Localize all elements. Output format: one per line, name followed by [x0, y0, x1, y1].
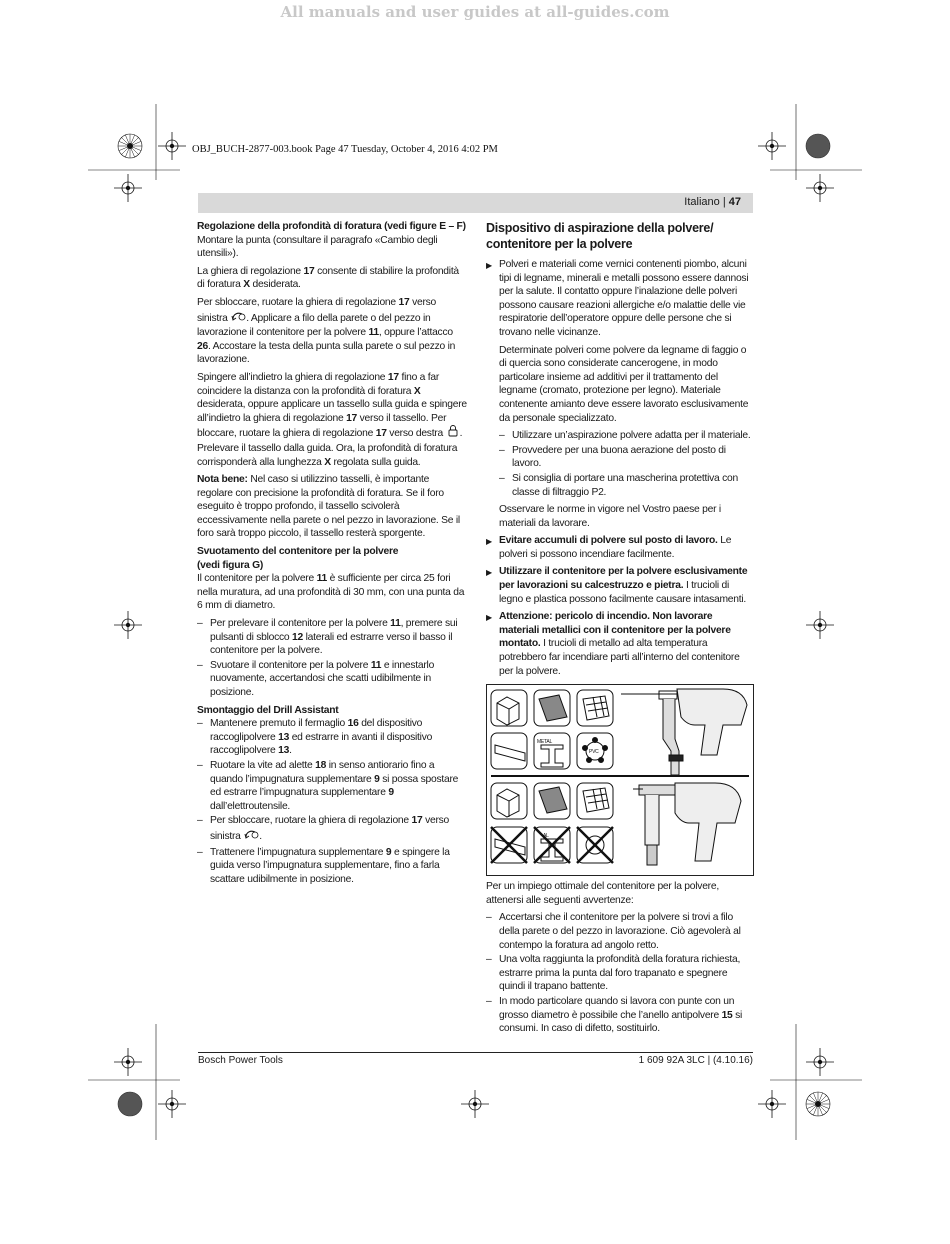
metal-label: METAL: [537, 739, 553, 746]
dash-list: [197, 617, 467, 700]
list-item: – Una volta raggiunta la profondità della foratura richiesta, estrarre prima la punta dal foro trapanato e spegnere quindi il trapano battente.: [486, 953, 754, 994]
dash-list: [486, 911, 754, 1035]
footer-brand: Bosch Power Tools: [198, 1055, 283, 1066]
paragraph: ▶ Polveri e materiali come vernici contenenti piombo, alcuni tipi di legname, minerali e metalli possono essere dannosi per la salute. Il contatto oppure l’inalazione delle polveri possono causare reazioni allergiche e/o malattie delle vie respiratorie dell’operatore oppure delle persone che si trovano nelle vicinanze.: [499, 259, 749, 338]
drill-illustration-bottom: [633, 783, 741, 865]
list-item: – Ruotare la vite ad alette 18 in senso antiorario fino a quando l’impugnatura supplementare 9 si possa spostare ed estrarre l’impugnatura supplementare 9 dall’elettroutensile.: [197, 759, 467, 813]
material-icons-top: [491, 690, 613, 769]
warning-bullet: ▶ Evitare accumuli di polvere sul posto di lavoro. Le polveri si possono incendiare facilmente.: [486, 534, 754, 561]
rotate-right-lock-icon: [446, 425, 460, 442]
al-label: AL: [543, 833, 549, 840]
header-language: Italiano: [684, 196, 720, 208]
watermark: All manuals and user guides at all-guides.com: [280, 3, 670, 21]
list-item: – Per prelevare il contenitore per la polvere 11, premere sui pulsanti di sblocco 12 laterali ed estrarre verso il basso il contenitore per la polvere.: [197, 617, 467, 658]
list-item: – In modo particolare quando si lavora con punte con un grosso diametro è possibile che l’anello antipolvere 15 si consumi. In caso di difetto, sostituirlo.: [486, 995, 754, 1036]
list-item: – Si consiglia di portare una mascherina protettiva con classe di filtraggio P2.: [499, 472, 754, 499]
dash-list: [499, 429, 754, 499]
section-title-empty-container: Svuotamento del contenitore per la polvere (vedi figura G): [197, 546, 399, 571]
list-item: – Accertarsi che il contenitore per la polvere si trovi a filo della parete o del pezzo in lavorazione. Ciò agevolerà al contempo la foratura ad angolo retto.: [486, 911, 754, 952]
right-column: [486, 220, 754, 1040]
warning-bullet: ▶ Attenzione: pericolo di incendio. Non lavorare materiali metallici con il contenitore per la polvere montato. I trucioli di metallo ad alta temperatura potrebbero far incendiare parti all’interno del contenitore per la polvere.: [486, 610, 754, 678]
paragraph: La ghiera di regolazione 17 consente di stabilire la profondità di foratura X desiderata.: [197, 265, 459, 291]
material-icons-bottom: [491, 783, 613, 863]
left-column: [197, 220, 467, 890]
warning-bullet: [486, 258, 754, 530]
book-file-line: OBJ_BUCH-2877-003.book Page 47 Tuesday, October 4, 2016 4:02 PM: [192, 144, 498, 155]
paragraph: Per sbloccare, ruotare la ghiera di regolazione 17 verso sinistra . Applicare a filo della parete o del pezzo in lavorazione il contenitore per la polvere 11, oppure l’attacco 26. Accostare la testa della punta sulla parete o sul pezzo in lavorazione.: [197, 296, 456, 366]
material-usage-figure: [486, 684, 754, 876]
paragraph: Il contenitore per la polvere 11 è sufficiente per circa 25 fori nella muratura, ad una profondità di 30 mm, con una punta da 6 mm di diametro.: [197, 573, 465, 612]
list-item: – Svuotare il contenitore per la polvere 11 e innestarlo nuovamente, accertandosi che scatti udibilmente in posizione.: [197, 659, 467, 700]
footer-divider: [198, 1052, 753, 1053]
paragraph: Montare la punta (consultare il paragrafo «Cambio degli utensili»).: [197, 234, 438, 260]
not-allowed-crosses: [491, 827, 613, 863]
note-paragraph: Nota bene: Nel caso si utilizzino tasselli, è importante regolare con precisione la profondità di foratura. Se il foro eseguito è troppo profondo, il tassello scivolerà eccessivamente nella parete o nel pezzo in lavorazione. Se il foro sarà troppo piccolo, il tassello resterà sporgente.: [197, 474, 460, 540]
drill-illustration-top: [621, 689, 747, 775]
material-usage-illustration: [487, 685, 753, 875]
warning-bullet: ▶ Utilizzare il contenitore per la polvere esclusivamente per lavorazioni su calcestruzzo e pietra. I trucioli di legno e plastica possono facilmente causare intasamenti.: [486, 565, 754, 606]
pvc-label: PVC: [589, 749, 599, 756]
paragraph: Per un impiego ottimale del contenitore per la polvere, attenersi alle seguenti avvertenze:: [486, 881, 719, 906]
list-item: – Per sbloccare, ruotare la ghiera di regolazione 17 verso sinistra .: [197, 814, 467, 844]
section-title-dust-extraction: Dispositivo di aspirazione della polvere/ contenitore per la polvere: [486, 221, 714, 251]
page-number: 47: [728, 196, 741, 208]
footer-doc-number: 1 609 92A 3LC | (4.10.16): [638, 1055, 753, 1066]
list-item: – Trattenere l’impugnatura supplementare 9 e spingere la guida verso l’impugnatura supplementare, fino a farla scattare udibilmente in posizione.: [197, 846, 467, 887]
list-item: – Mantenere premuto il fermaglio 16 del dispositivo raccoglipolvere 13 ed estrarre in avanti il dispositivo raccoglipolvere 13.: [197, 717, 467, 758]
rotate-left-icon: [230, 310, 246, 327]
page-header-text: [684, 196, 741, 208]
rotate-left-icon: [243, 828, 259, 845]
section-title-depth: Regolazione della profondità di foratura (vedi figure E – F): [197, 221, 466, 232]
paragraph: Spingere all’indietro la ghiera di regolazione 17 fino a far coincidere la distanza con la profondità di foratura X desiderata, oppure applicare un tassello sulla guida e spingere all’indietro la ghiera di regolazione 17 verso il tassello. Per bloccare, ruotare la ghiera di regolazione 17 verso destra . Prelevare il tassello dalla guida. Ora, la profondità di foratura corrisponderà alla lunghezza X regolata sulla guida.: [197, 371, 467, 468]
list-item: – Utilizzare un’aspirazione polvere adatta per il materiale.: [499, 429, 754, 443]
paragraph: Determinate polveri come polvere da legname di faggio o di quercia sono considerate cancerogene, in modo particolare insieme ad additivi per il trattamento del legname (cromato, protezione per legno). Materiale contenente amianto deve essere lavorato esclusivamente da personale specializzato.: [499, 344, 749, 424]
paragraph: Osservare le norme in vigore nel Vostro paese per i materiali da lavorare.: [499, 504, 721, 529]
header-separator: |: [719, 196, 729, 208]
dash-list: [197, 717, 467, 886]
list-item: – Provvedere per una buona aerazione del posto di lavoro.: [499, 444, 754, 471]
section-title-drill-assistant: Smontaggio del Drill Assistant: [197, 704, 339, 716]
page-header: [198, 193, 753, 213]
